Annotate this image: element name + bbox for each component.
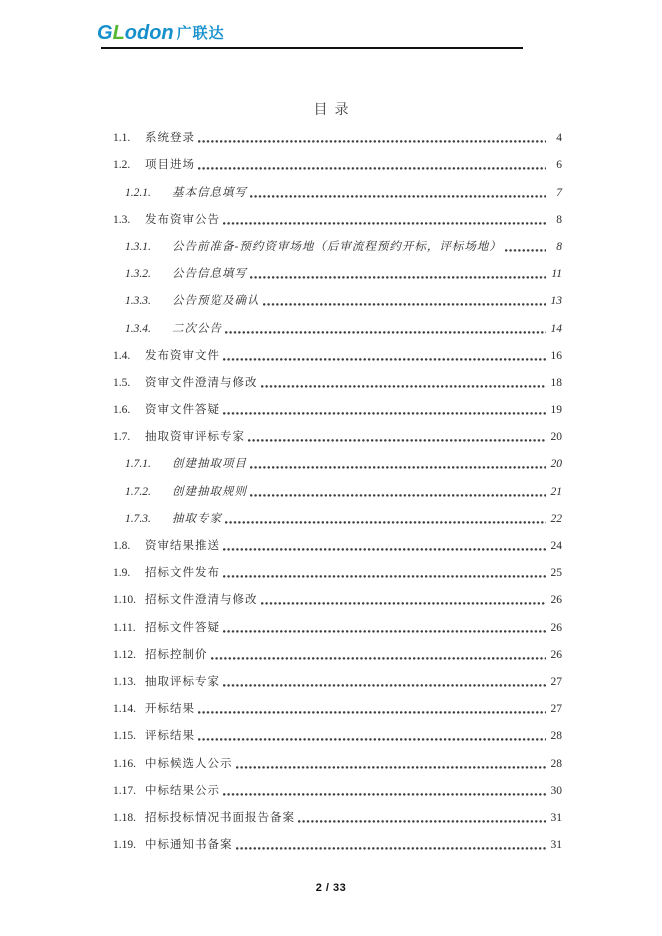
toc-entry-page: 28 (550, 757, 562, 770)
toc-entry-page: 30 (550, 784, 562, 797)
dot-leader (223, 222, 546, 225)
toc-entry-page: 28 (550, 730, 562, 743)
dot-leader (223, 684, 546, 687)
toc-entry[interactable] (100, 336, 562, 363)
toc-entry-number: 1.4. (113, 349, 131, 362)
dot-leader (250, 494, 546, 497)
dot-leader (223, 793, 546, 796)
toc-entry-page: 31 (550, 839, 562, 852)
toc-entry[interactable] (100, 662, 562, 689)
toc-title: 目录 (313, 103, 356, 118)
dot-leader (250, 195, 546, 198)
toc-entry[interactable] (100, 227, 562, 254)
glodon-logo (97, 22, 225, 44)
dot-leader (263, 303, 547, 306)
toc-entry[interactable] (100, 145, 562, 172)
toc-entry-label: 项目进场 (145, 159, 195, 172)
toc-entry-label: 基本信息填写 (172, 186, 247, 199)
dot-leader (198, 140, 546, 143)
toc-entry-page: 16 (550, 349, 562, 362)
dot-leader (250, 276, 546, 279)
toc-entry[interactable] (100, 444, 562, 471)
toc-entry-number: 1.7.3. (125, 512, 151, 525)
header-divider (101, 47, 523, 49)
toc-entry[interactable] (100, 499, 562, 526)
toc-entry[interactable] (100, 390, 562, 417)
toc-entry-number: 1.15. (113, 730, 136, 743)
toc-entry-label: 创建抽取规则 (172, 485, 247, 498)
toc-entry-number: 1.8. (113, 540, 131, 552)
toc-entry-page: 8 (556, 240, 562, 253)
dot-leader (236, 847, 547, 850)
toc-entry-number: 1.6. (113, 404, 131, 417)
toc-entry-number: 1.17. (113, 784, 136, 797)
document-footer (0, 878, 662, 896)
toc-entry-label: 招标投标情况书面报告备案 (145, 811, 295, 824)
table-of-contents (100, 104, 562, 852)
toc-entry-number: 1.5. (113, 376, 131, 389)
toc-entry-number: 1.1. (113, 132, 131, 145)
dot-leader (248, 439, 546, 442)
dot-leader (223, 412, 546, 415)
toc-entry-page: 26 (550, 648, 562, 661)
toc-entry-label: 公告信息填写 (172, 268, 247, 281)
toc-entry[interactable] (100, 771, 562, 798)
logo-letter-l: L (112, 22, 125, 44)
dot-leader (198, 738, 546, 741)
toc-entry[interactable] (100, 281, 562, 308)
toc-entry[interactable] (100, 471, 562, 498)
toc-entry-number: 1.10. (113, 594, 136, 607)
toc-entry-label: 抽取评标专家 (145, 675, 220, 688)
dot-leader (198, 711, 546, 714)
toc-entry-page: 31 (550, 811, 562, 824)
toc-entry-number: 1.13. (113, 675, 136, 688)
toc-entry-page: 25 (550, 567, 562, 580)
toc-entry[interactable] (100, 254, 562, 281)
toc-entry-label: 二次公告 (172, 322, 222, 335)
dot-leader (225, 331, 546, 334)
toc-entry[interactable] (100, 798, 562, 825)
toc-entry-label: 评标结果 (145, 730, 195, 743)
toc-entry-page: 14 (550, 322, 562, 335)
toc-entry-label: 创建抽取项目 (172, 458, 247, 471)
toc-entry-label: 开标结果 (145, 703, 195, 716)
toc-entry-number: 1.12. (113, 648, 136, 661)
toc-entry-page: 7 (556, 186, 562, 199)
toc-entry-number: 1.3.2. (125, 268, 151, 281)
toc-entry-page: 26 (550, 594, 562, 607)
toc-entry-label: 抽取专家 (172, 512, 222, 525)
toc-entry-number: 1.3.3. (125, 295, 151, 308)
toc-entry-page: 26 (550, 621, 562, 634)
toc-entry[interactable] (100, 553, 562, 580)
toc-entry-number: 1.3.1. (125, 240, 151, 253)
dot-leader (261, 602, 547, 605)
toc-entry-page: 13 (550, 295, 562, 308)
toc-entry-page: 6 (556, 159, 562, 172)
page-number-indicator: 2 / 33 (315, 882, 347, 894)
toc-entry-label: 系统登录 (145, 132, 195, 145)
toc-entry-label: 招标文件答疑 (145, 621, 220, 634)
logo-cjk-name: 广联达 (176, 25, 225, 42)
toc-entry-page: 4 (556, 132, 562, 145)
toc-entry[interactable] (100, 743, 562, 770)
toc-entry[interactable] (100, 172, 562, 199)
toc-entry-number: 1.19. (113, 839, 136, 852)
dot-leader (236, 766, 547, 769)
toc-entry[interactable] (100, 635, 562, 662)
toc-list (100, 118, 562, 852)
dot-leader (505, 249, 546, 252)
toc-entry-page: 22 (550, 512, 562, 525)
toc-entry-page: 27 (550, 675, 562, 688)
dot-leader (261, 385, 547, 388)
toc-entry-label: 资审文件答疑 (145, 404, 220, 417)
toc-entry-page: 19 (550, 404, 562, 417)
dot-leader (211, 657, 547, 660)
toc-entry-label: 公告预览及确认 (172, 295, 260, 308)
toc-entry[interactable] (100, 716, 562, 743)
toc-entry-label: 中标通知书备案 (145, 839, 233, 852)
toc-entry-number: 1.2. (113, 159, 131, 172)
toc-entry-number: 1.9. (113, 567, 131, 580)
toc-entry-number: 1.16. (113, 757, 136, 770)
toc-entry-number: 1.7.2. (125, 485, 151, 498)
toc-entry-page: 21 (550, 485, 562, 498)
toc-entry[interactable] (100, 825, 562, 852)
dot-leader (223, 575, 546, 578)
toc-entry-page: 24 (550, 540, 562, 552)
toc-entry-label: 招标文件澄清与修改 (145, 594, 258, 607)
toc-entry[interactable] (100, 118, 562, 145)
logo-letter-g: G (97, 22, 113, 44)
toc-entry-number: 1.18. (113, 811, 136, 824)
toc-entry-number: 1.11. (113, 621, 136, 634)
toc-entry[interactable] (100, 526, 562, 553)
toc-entry-number: 1.3.4. (125, 322, 151, 335)
dot-leader (223, 358, 546, 361)
toc-entry-number: 1.14. (113, 703, 136, 716)
dot-leader (298, 820, 546, 823)
toc-entry-label: 发布资审公告 (145, 213, 220, 226)
toc-entry[interactable] (100, 308, 562, 335)
toc-entry-page: 8 (556, 213, 562, 226)
toc-entry-number: 1.2.1. (125, 186, 151, 199)
toc-entry-label: 招标文件发布 (145, 567, 220, 580)
toc-entry-number: 1.7. (113, 431, 131, 444)
toc-entry-label: 资审文件澄清与修改 (145, 376, 258, 389)
dot-leader (223, 630, 546, 633)
dot-leader (225, 521, 546, 524)
dot-leader (198, 167, 546, 170)
toc-entry-page: 20 (550, 458, 562, 471)
toc-entry[interactable] (100, 417, 562, 444)
toc-entry-label: 抽取资审评标专家 (145, 431, 245, 444)
toc-entry-label: 发布资审文件 (145, 349, 220, 362)
toc-entry-page: 11 (551, 268, 562, 281)
toc-entry-label: 公告前准备-预约资审场地（后审流程预约开标，评标场地） (172, 240, 502, 253)
dot-leader (223, 548, 546, 551)
toc-entry[interactable] (100, 363, 562, 390)
toc-entry[interactable] (100, 200, 562, 227)
logo-letters-odon: odon (124, 22, 174, 44)
dot-leader (250, 466, 546, 469)
toc-entry-label: 招标控制价 (145, 648, 208, 661)
toc-entry[interactable] (100, 580, 562, 607)
toc-entry-number: 1.3. (113, 213, 131, 226)
toc-entry-label: 资审结果推送 (145, 540, 220, 552)
toc-entry-label: 中标结果公示 (145, 784, 220, 797)
toc-entry-page: 20 (550, 431, 562, 444)
toc-entry[interactable] (100, 607, 562, 634)
toc-entry-page: 18 (550, 376, 562, 389)
toc-entry-number: 1.7.1. (125, 458, 151, 471)
toc-entry-label: 中标候选人公示 (145, 757, 233, 770)
toc-entry[interactable] (100, 689, 562, 716)
toc-entry-page: 27 (550, 703, 562, 716)
